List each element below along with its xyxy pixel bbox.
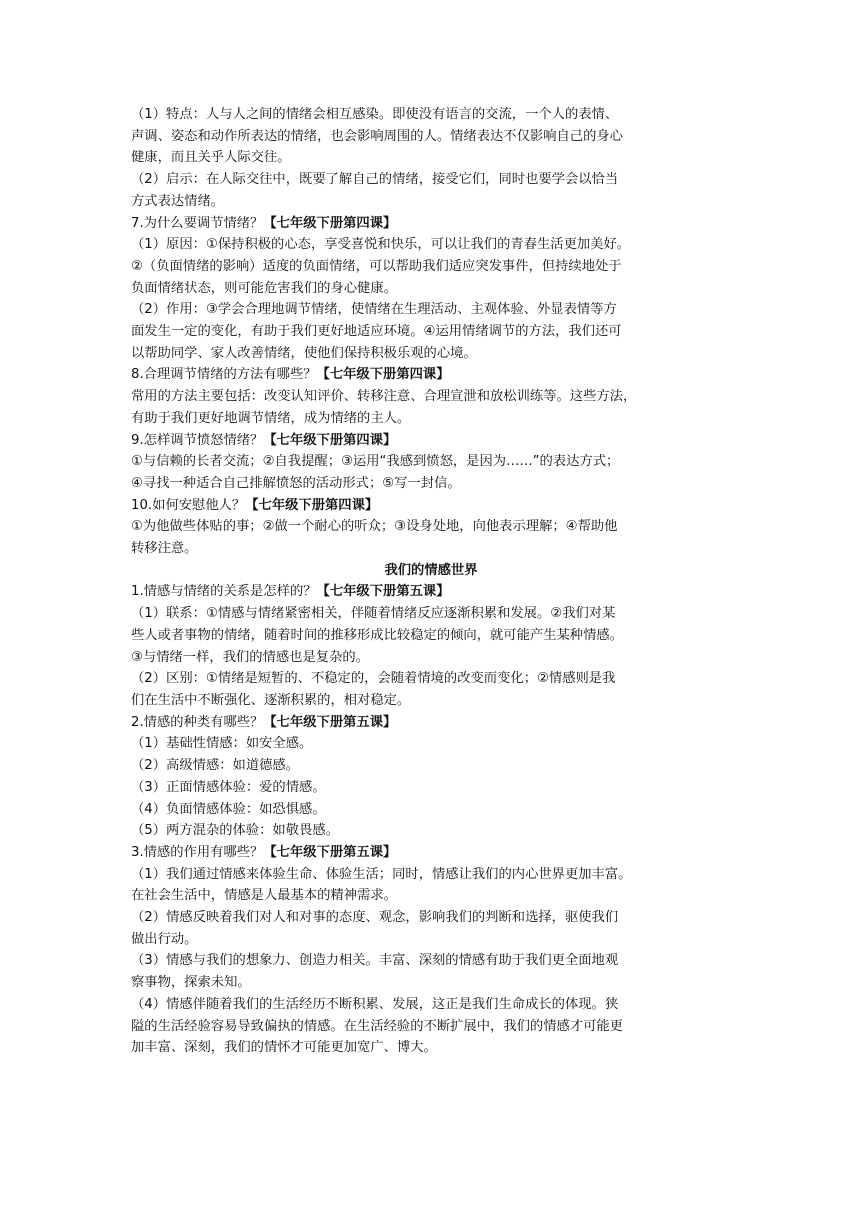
- body-line: 以帮助同学、家人改善情绪，使他们保持积极乐观的心境。: [131, 345, 477, 361]
- lesson-tag: 【七年级下册第五课】: [263, 844, 397, 860]
- lesson-tag: 【七年级下册第五课】: [316, 584, 450, 600]
- body-line: （2）情感反映着我们对人和对事的态度、观念，影响我们的判断和选择，驱使我们: [131, 910, 619, 926]
- body-line: 隘的生活经验容易导致偏执的情感。在生活经验的不断扩展中，我们的情感才可能更: [131, 1018, 623, 1034]
- body-line: 常用的方法主要包括：改变认知评价、转移注意、合理宣泄和放松训练等。这些方法，: [131, 389, 637, 405]
- lesson-tag: 【七年级下册第四课】: [316, 367, 450, 383]
- section-heading: 我们的情感世界: [384, 562, 478, 578]
- body-line: （2）区别：①情绪是短暂的、不稳定的，会随着情境的改变而变化；②情感则是我: [131, 671, 616, 687]
- body-line: （2）高级情感：如道德感。: [131, 758, 300, 774]
- question-line: [131, 581, 731, 603]
- body-line: （1）联系：①情感与情绪紧密相关，伴随着情绪反应逐渐积累和发展。②我们对某: [131, 606, 616, 622]
- question-text: 8.合理调节情绪的方法有哪些？: [131, 367, 317, 383]
- body-line: 转移注意。: [131, 541, 198, 557]
- question-line: [131, 495, 731, 517]
- question-text: 2.情感的种类有哪些？: [131, 714, 264, 730]
- body-line: 声调、姿态和动作所表达的情绪，也会影响周围的人。情绪表达不仅影响自己的身心: [131, 128, 623, 144]
- body-line: ④寻找一种适合自己排解愤怒的活动形式；⑤写一封信。: [131, 475, 461, 491]
- body-line: ①与信赖的长者交流；②自我提醒；③运用“我感到愤怒，是因为……”的表达方式；: [131, 454, 620, 470]
- body-line: ②（负面情绪的影响）适度的负面情绪，可以帮助我们适应突发事件，但持续地处于: [131, 258, 622, 274]
- body-line: 做出行动。: [131, 931, 198, 947]
- question-line: [131, 712, 731, 734]
- question-text: 9.怎样调节愤怒情绪？: [131, 432, 264, 448]
- question-line: [131, 364, 731, 386]
- body-line: （1）原因：①保持积极的心态，享受喜悦和快乐，可以让我们的青春生活更加美好。: [131, 237, 631, 253]
- body-line: 健康，而且关乎人际交往。: [131, 150, 291, 166]
- body-line: （4）负面情感体验：如恐惧感。: [131, 801, 326, 817]
- lesson-tag: 【七年级下册第四课】: [263, 215, 397, 231]
- body-line: （4）情感伴随着我们的生活经历不断积累、发展，这正是我们生命成长的体现。狭: [131, 996, 619, 1012]
- body-line: 面发生一定的变化，有助于我们更好地适应环境。④运用情绪调节的方法，我们还可: [131, 324, 622, 340]
- body-line: （5）两方混杂的体验：如敬畏感。: [131, 823, 339, 839]
- body-line: （2）启示：在人际交往中，既要了解自己的情绪，接受它们，同时也要学会以恰当: [131, 172, 619, 188]
- body-line: （1）特点：人与人之间的情绪会相互感染。即使没有语言的交流，一个人的表情、: [131, 107, 619, 122]
- question-line: [131, 842, 731, 864]
- question-line: [131, 430, 731, 452]
- lesson-tag: 【七年级下册第四课】: [263, 432, 397, 448]
- document-page: [131, 104, 731, 1059]
- body-line: （2）作用：③学会合理地调节情绪，使情绪在生理活动、主观体验、外显表情等方: [131, 302, 617, 318]
- body-line: 在社会生活中，情感是人最基本的精神需求。: [131, 888, 397, 904]
- question-line: [131, 213, 731, 235]
- body-line: （3）情感与我们的想象力、创造力相关。丰富、深刻的情感有助于我们更全面地观: [131, 953, 619, 969]
- question-text: 7.为什么要调节情绪？: [131, 215, 264, 231]
- question-text: 10.如何安慰他人？: [131, 497, 246, 513]
- question-text: 1.情感与情绪的关系是怎样的？: [131, 584, 317, 600]
- body-line: 察事物，探索未知。: [131, 975, 251, 991]
- body-line: （3）正面情感体验：爱的情感。: [131, 779, 326, 795]
- lesson-tag: 【七年级下册第五课】: [263, 714, 397, 730]
- body-line: （1）基础性情感：如安全感。: [131, 736, 313, 752]
- question-text: 3.情感的作用有哪些？: [131, 844, 264, 860]
- body-line: 方式表达情绪。: [131, 193, 225, 209]
- body-line: 些人或者事物的情绪，随着时间的推移形成比较稳定的倾向，就可能产生某种情感。: [131, 627, 623, 643]
- body-line: 负面情绪状态，则可能危害我们的身心健康。: [131, 280, 397, 296]
- body-line: （1）我们通过情感来体验生命、体验生活；同时，情感让我们的内心世界更加丰富。: [131, 866, 632, 882]
- lesson-tag: 【七年级下册第四课】: [245, 497, 379, 513]
- body-line: 们在生活中不断强化、逐渐积累的，相对稳定。: [131, 692, 411, 708]
- body-line: ①为他做些体贴的事；②做一个耐心的听众；③设身处地，向他表示理解；④帮助他: [131, 519, 618, 535]
- body-line: 有助于我们更好地调节情绪，成为情绪的主人。: [131, 410, 411, 426]
- body-line: ③与情绪一样，我们的情感也是复杂的。: [131, 649, 369, 665]
- body-line: 加丰富、深刻，我们的情怀才可能更加宽广、博大。: [131, 1040, 437, 1056]
